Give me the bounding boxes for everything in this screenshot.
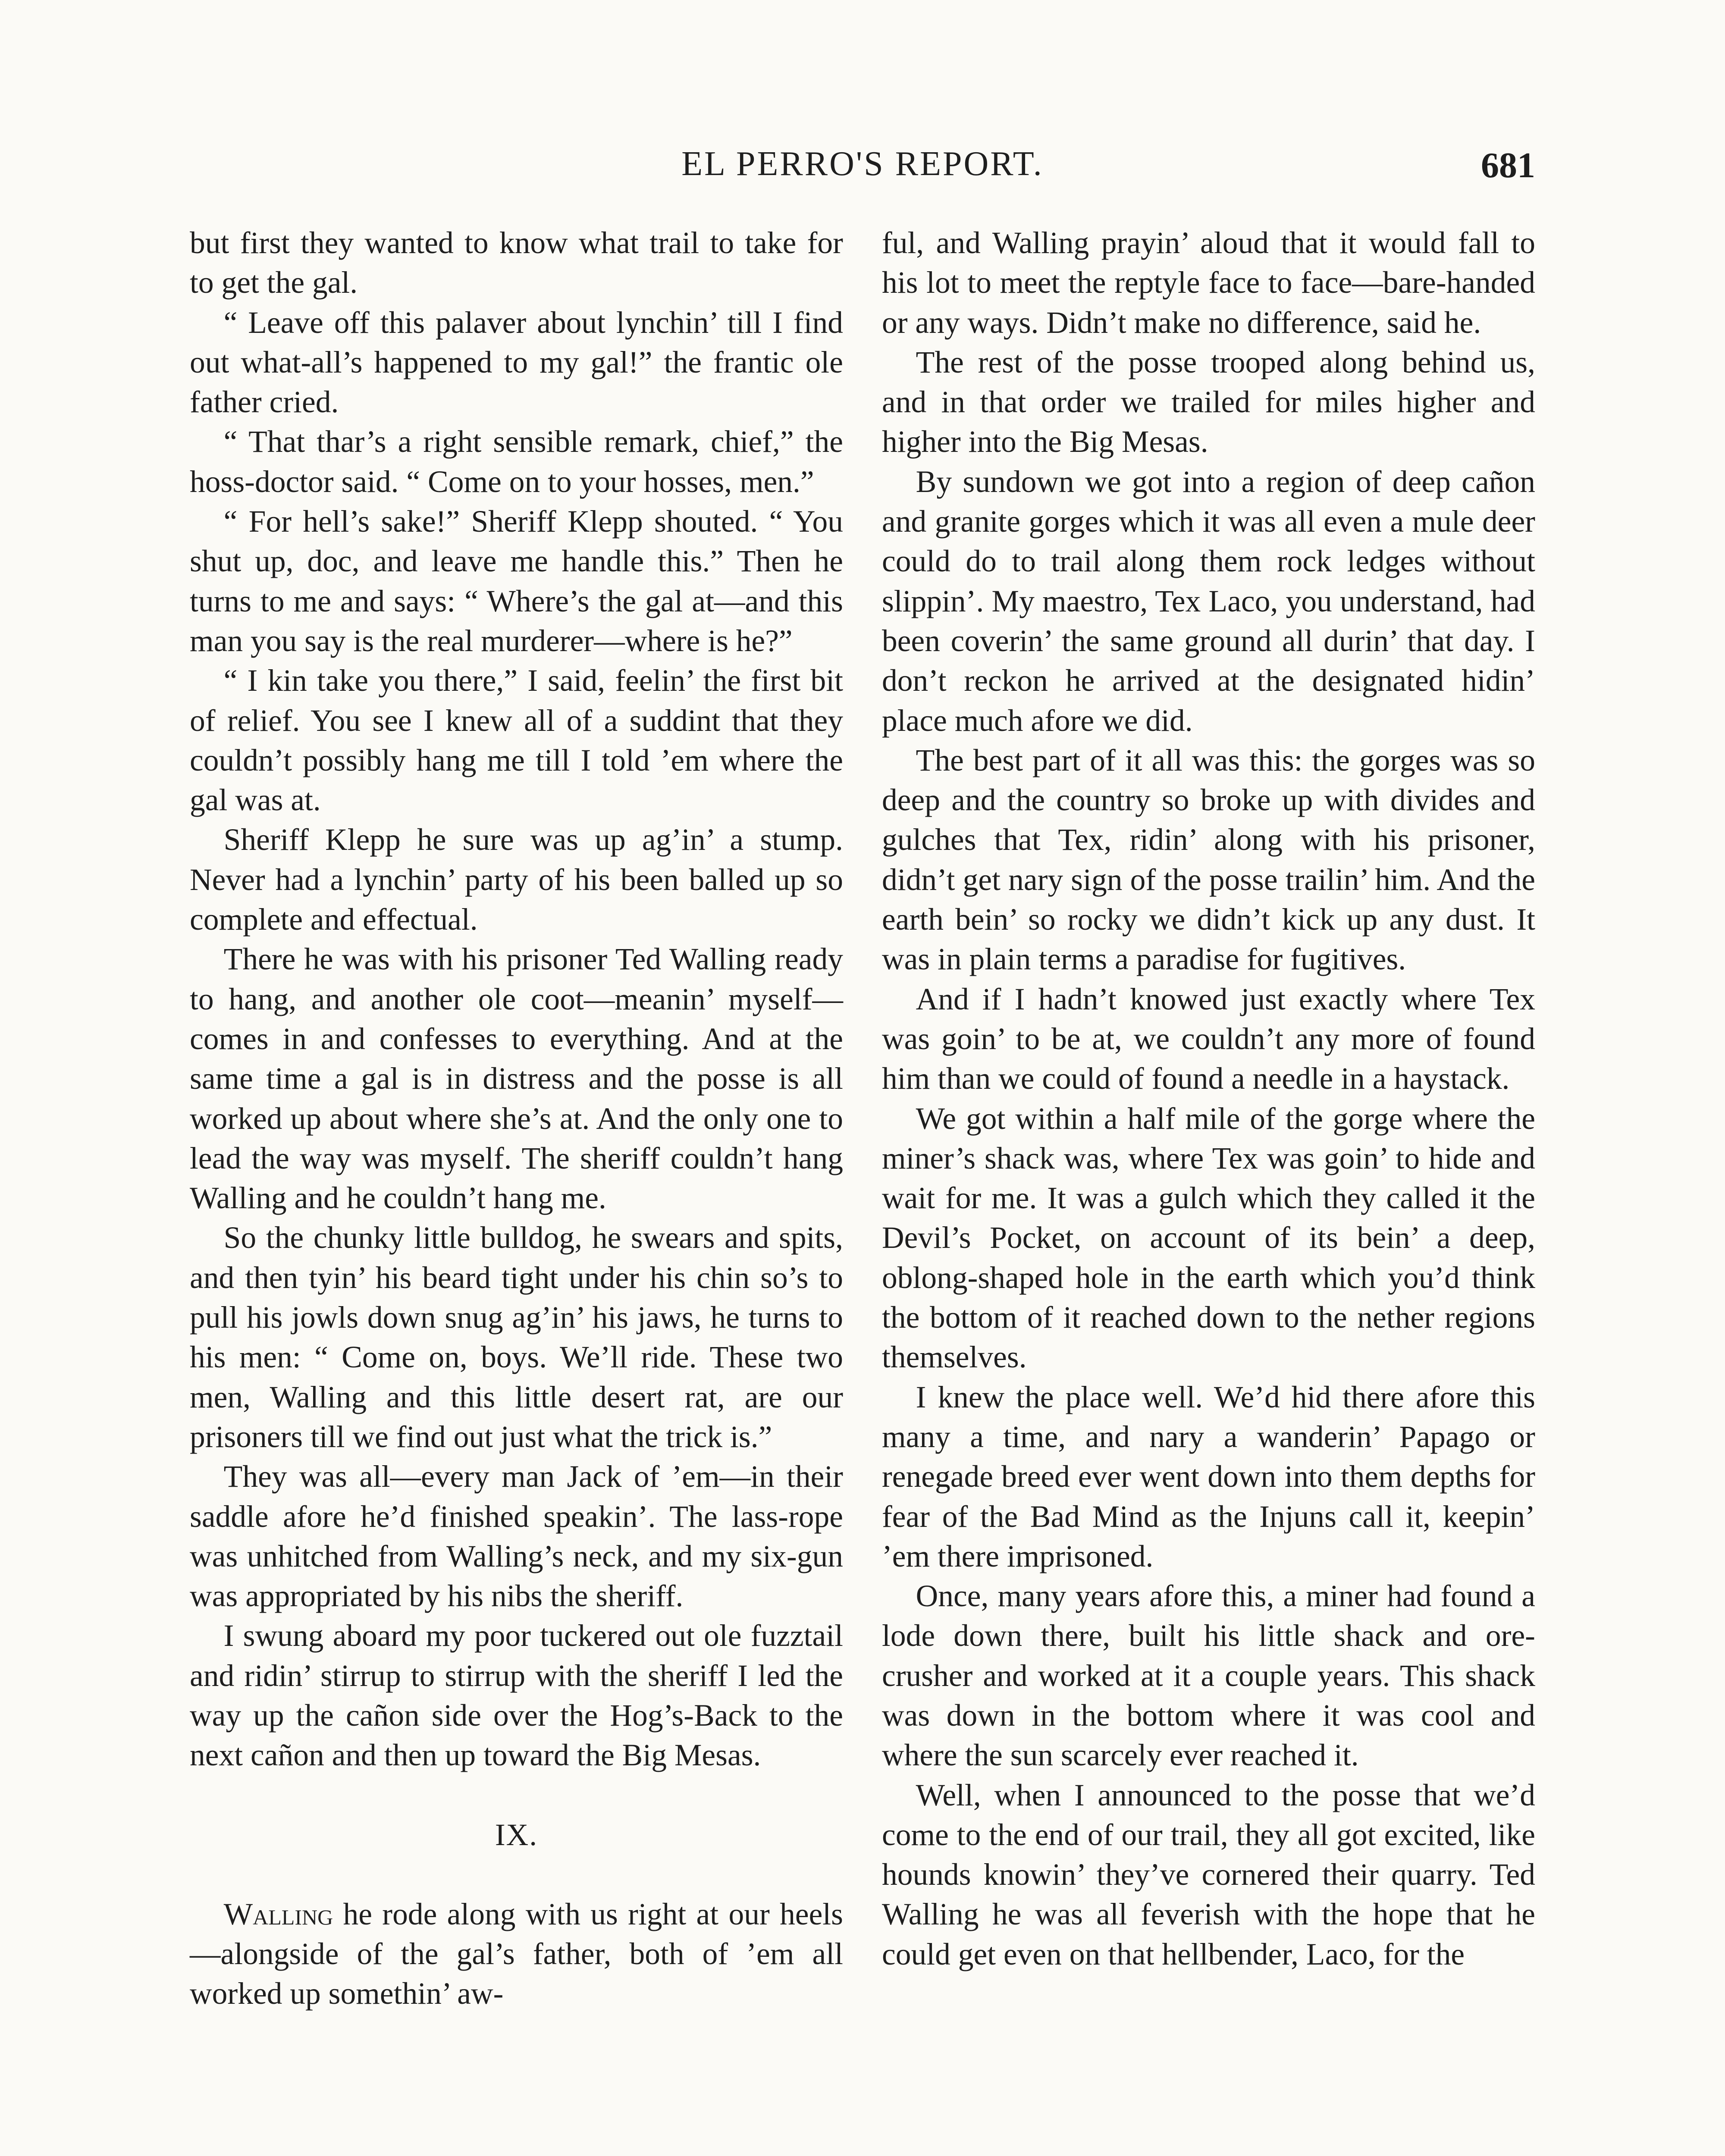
- paragraph: We got within a half mile of the gorge where the miner’s shack was, where Tex was goin’ to hide and wait for me. It was a gulch which they called it the Devil’s Pocket, on account of its bein’ a deep, oblong-shaped hole in the earth which you’d think the bottom of it reached down to the nether regions themselves.: [882, 1101, 1535, 1375]
- page-header: [190, 144, 1535, 192]
- running-title: EL PERRO'S REPORT.: [681, 145, 1044, 183]
- paragraph: The best part of it all was this: the gorges was so deep and the country so broke up with divides and gulches that Tex, ridin’ along with his prisoner, didn’t get nary sign of the posse trailin’ him. And the earth bein’ so rocky we didn’t kick up any dust. It was in plain terms a paradise for fugitives.: [882, 743, 1535, 977]
- paragraph: So the chunky little bulldog, he swears and spits, and then tyin’ his beard tight under his chin so’s to pull his jowls down snug ag’in’ his jaws, he turns to his men: “ Come on, boys. We’ll ride. These two men, Walling and this little desert rat, are our prisoners till we find out just what the trick is.”: [190, 1221, 843, 1454]
- paragraph: “ That thar’s a right sensible remark, chief,” the hoss-doctor said. “ Come on to your hosses, men.”: [190, 425, 843, 499]
- section-opening-text: he rode along with us right at our heels—alongside of the gal’s father, both of ’em all worked up somethin’ aw-: [190, 1897, 843, 2011]
- page-number: 681: [1481, 145, 1535, 185]
- paragraph: I knew the place well. We’d hid there afore this many a time, and nary a wanderin’ Papago or renegade breed ever went down into them depths for fear of the Bad Mind as the Injuns call it, keepin’ ’em there imprisoned.: [882, 1380, 1535, 1573]
- paragraph: They was all—every man Jack of ’em—in their saddle afore he’d finished speakin’. The lass-rope was unhitched from Walling’s neck, and my six-gun was appropriated by his nibs the sheriff.: [190, 1460, 843, 1614]
- paragraph: “ I kin take you there,” I said, feelin’ the first bit of relief. You see I knew all of a suddint that they couldn’t possibly hang me till I told ’em where the gal was at.: [190, 664, 843, 818]
- paragraph: ful, and Walling prayin’ aloud that it would fall to his lot to meet the reptyle face to face—bare-handed or any ways. Didn’t make no difference, said he.: [882, 226, 1535, 340]
- right-column: [882, 223, 1535, 1974]
- paragraph: By sundown we got into a region of deep cañon and granite gorges which it was all even a mule deer could do to trail along them rock ledges without slippin’. My maestro, Tex Laco, you understand, had been coverin’ the same ground all durin’ that day. I don’t reckon he arrived at the designated hidin’ place much afore we did.: [882, 464, 1535, 738]
- section-heading: IX.: [495, 1818, 538, 1852]
- paragraph: And if I hadn’t knowed just exactly where Tex was goin’ to be at, we couldn’t any more of found him than we could of found a needle in a haystack.: [882, 982, 1535, 1096]
- left-column: [190, 223, 843, 2014]
- paragraph: Once, many years afore this, a miner had found a lode down there, built his little shack and ore-crusher and worked at it a couple years. This shack was down in the bottom where it was cool and where the sun scarcely ever reached it.: [882, 1579, 1535, 1773]
- section-opening-word: Walling: [223, 1897, 333, 1931]
- paragraph: Sheriff Klepp he sure was up ag’in’ a stump. Never had a lynchin’ party of his been balled up so complete and effectual.: [190, 823, 843, 937]
- paragraph: but first they wanted to know what trail to take for to get the gal.: [190, 226, 843, 300]
- paragraph: “ Leave off this palaver about lynchin’ till I find out what-all’s happened to my gal!” the frantic ole father cried.: [190, 305, 843, 420]
- paragraph: There he was with his prisoner Ted Walling ready to hang, and another ole coot—meanin’ myself—comes in and confesses to everything. And at the same time a gal is in distress and the posse is all worked up about where she’s at. And the only one to lead the way was myself. The sheriff couldn’t hang Walling and he couldn’t hang me.: [190, 942, 843, 1216]
- paragraph: Well, when I announced to the posse that we’d come to the end of our trail, they all got excited, like hounds knowin’ they’ve cornered their quarry. Ted Walling he was all feverish with the hope that he could get even on that hellbender, Laco, for the: [882, 1778, 1535, 1971]
- paragraph: I swung aboard my poor tuckered out ole fuzztail and ridin’ stirrup to stirrup with the sheriff I led the way up the cañon side over the Hog’s-Back to the next cañon and then up toward the Big Mesas.: [190, 1619, 843, 1773]
- paragraph: “ For hell’s sake!” Sheriff Klepp shouted. “ You shut up, doc, and leave me handle this.” Then he turns to me and says: “ Where’s the gal at—and this man you say is the real murderer—where is he?”: [190, 505, 843, 658]
- paragraph: The rest of the posse trooped along behind us, and in that order we trailed for miles higher and higher into the Big Mesas.: [882, 345, 1535, 459]
- section-opening-paragraph: [190, 1895, 843, 2014]
